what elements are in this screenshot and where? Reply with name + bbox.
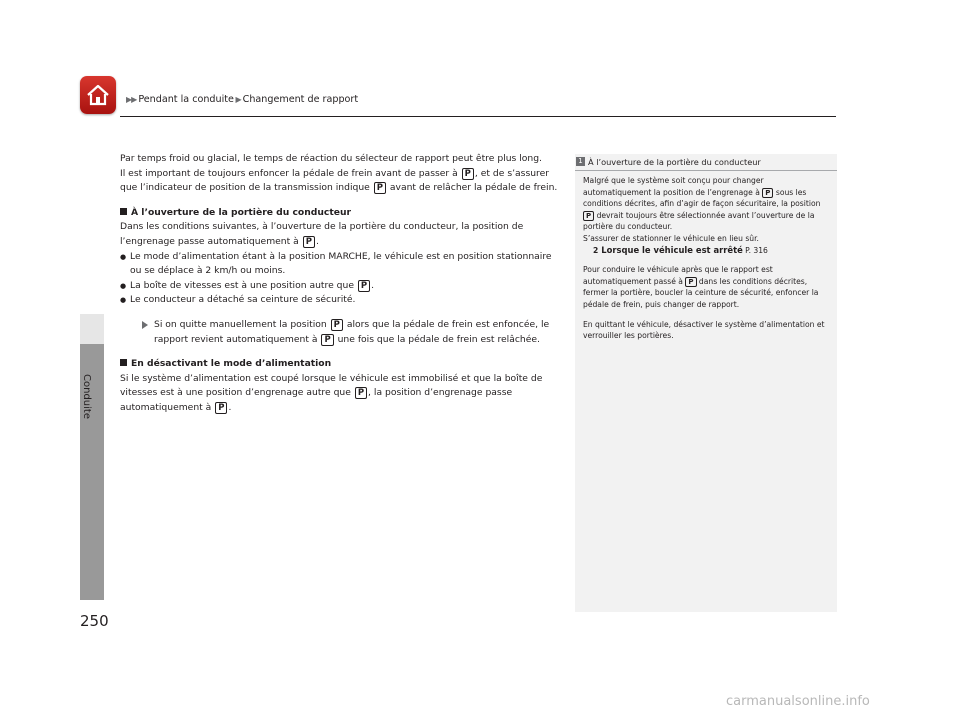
sidebar-chapter-label-wrap	[80, 374, 104, 454]
side-note-title: À l’ouverture de la portière du conducteur	[588, 157, 761, 167]
note-manual-shift: Si on quitte manuellement la position P alors que la pédale de frein est enfoncée, le rapport revient automatiquement à P une fois que la pédale de frein est relâchée.	[120, 318, 565, 347]
gear-p-icon: P	[321, 334, 333, 346]
breadcrumb-arrow-icon: ▶	[233, 95, 241, 104]
breadcrumb-current[interactable]: Changement de rapport	[242, 94, 359, 105]
list-item: ● Le mode d’alimentation étant à la position MARCHE, le véhicule est en position stationnaire ou se déplace à 2 km/h ou moins.	[120, 250, 565, 279]
section-title-power: En désactivant le mode d’alimentation	[120, 357, 565, 372]
xref-arrow-icon: 2	[593, 245, 599, 255]
breadcrumb	[126, 94, 358, 105]
gear-p-icon: P	[583, 211, 594, 221]
section2-text-3: automatiquement à P .	[120, 401, 232, 413]
note-number-badge: 1	[576, 157, 585, 166]
section2-text: Si le système d’alimentation est coupé lorsque le véhicule est immobilisé et que la boîte de	[120, 372, 543, 384]
gear-p-icon: P	[331, 319, 343, 331]
side-note-header	[575, 154, 837, 171]
intro-line-3: que l’indicateur de position de la transmission indique P avant de relâcher la pédale de frein.	[120, 182, 558, 194]
sidebar-tab-light	[80, 314, 104, 344]
breadcrumb-link-conduite[interactable]: Pendant la conduite	[138, 94, 234, 105]
section-title-door: À l’ouverture de la portière du conducteur	[120, 206, 565, 221]
gear-p-icon: P	[374, 182, 386, 194]
intro-line-1: Par temps froid ou glacial, le temps de réaction du sélecteur de rapport peut être plus long.	[120, 153, 542, 164]
gear-p-icon: P	[358, 280, 370, 292]
gear-p-icon: P	[303, 236, 315, 248]
gear-p-icon: P	[762, 188, 773, 198]
section1-text-2: l’engrenage passe automatiquement à P .	[120, 235, 319, 247]
gear-p-icon: P	[215, 402, 227, 414]
section-square-icon	[120, 359, 127, 366]
section2-text-2: vitesses est à une position d’engrenage autre que P , la position d’engrenage passe	[120, 387, 513, 399]
main-content	[120, 152, 565, 416]
note-arrow-icon	[142, 321, 148, 329]
page-number: 250	[80, 612, 109, 630]
home-button[interactable]	[80, 76, 116, 114]
intro-line-2: Il est important de toujours enfoncer la pédale de frein avant de passer à P , et de s’assurer	[120, 167, 550, 179]
side-note-panel	[575, 154, 837, 612]
side-note-paragraph: Pour conduire le véhicule après que le rapport est automatiquement passé à P dans les conditions décrites, fermer la portière, boucler la ceinture de sécurité, enfoncer la pédale de frein, puis changer de rapport.	[583, 265, 819, 309]
list-item: ● Le conducteur a détaché sa ceinture de sécurité.	[120, 293, 565, 308]
sidebar-chapter-label: Conduite	[81, 374, 92, 419]
side-note-paragraph: En quittant le véhicule, désactiver le système d’alimentation et verrouiller les portières.	[583, 319, 825, 341]
side-note-paragraph: Malgré que le système soit conçu pour changer automatiquement la position de l’engrenage à P sous les conditions décrites, afin d’agir de façon sécuritaire, la position P devrait toujours être sélectionnée avant l’ouverture de la portière du conducteur. S’assurer de stationner le véhicule en lieu sûr.	[583, 176, 821, 243]
list-item: ● La boîte de vitesses est à une position autre que P .	[120, 279, 565, 294]
breadcrumb-arrow-icon: ▶▶	[126, 95, 137, 104]
cross-reference-link[interactable]: 2 Lorsque le véhicule est arrêté P. 316	[593, 244, 768, 255]
home-icon	[85, 82, 111, 108]
gear-p-icon: P	[685, 277, 696, 287]
section1-text: Dans les conditions suivantes, à l’ouverture de la portière du conducteur, la position de	[120, 221, 524, 233]
gear-p-icon: P	[355, 387, 367, 399]
section-square-icon	[120, 208, 127, 215]
watermark: carmanualsonline.info	[726, 694, 870, 709]
gear-p-icon: P	[462, 168, 474, 180]
side-note-body	[583, 175, 831, 342]
header-divider	[120, 116, 836, 117]
conditions-list	[120, 250, 565, 308]
